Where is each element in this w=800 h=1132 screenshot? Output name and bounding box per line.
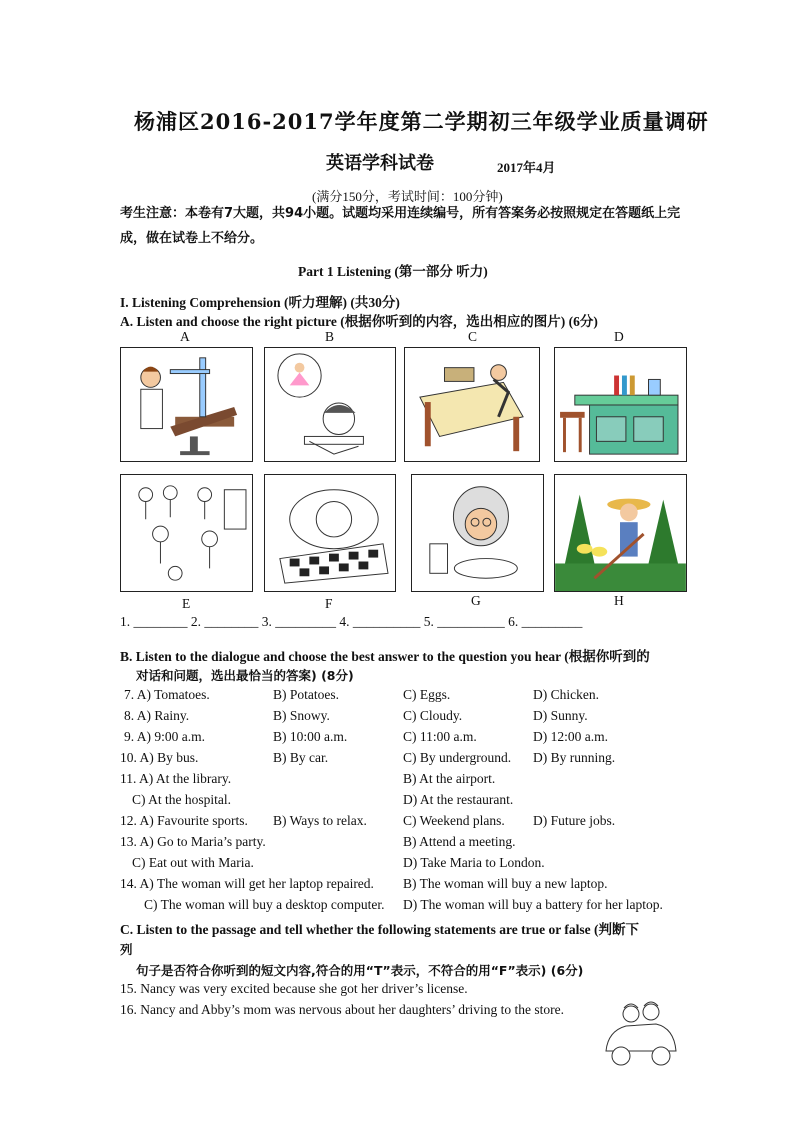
kitchen-icon (554, 347, 687, 462)
page-title: 杨浦区2016-2017学年度第二学期初三年级学业质量调研 (134, 109, 709, 134)
sectionB-title-line2: 对话和问题，选出最恰当的答案) (8分) (136, 668, 354, 683)
q13-d: D) Take Maria to London. (403, 855, 545, 870)
picture-letter-b: B (325, 329, 335, 344)
sectionC-title-line2: 列 (120, 942, 133, 957)
mother-cooking-icon (411, 474, 544, 592)
q9-a: 9. A) 9:00 a.m. (124, 729, 205, 744)
picture-letter-a: A (180, 329, 190, 344)
q13-a: 13. A) Go to Maria’s party. (120, 834, 266, 849)
q11-a: 11. A) At the library. (120, 771, 232, 786)
answer-blanks: 1. ________ 2. ________ 3. _________ 4. __________ 5. __________ 6. _________ (120, 614, 583, 629)
picture-letter-d: D (614, 329, 624, 344)
part1-title: Part 1 Listening (第一部分 听力) (298, 264, 488, 279)
q14-c: C) The woman will buy a desktop computer. (144, 897, 385, 912)
picture-letter-e: E (182, 596, 191, 611)
exam-notice: 考生注意：本卷有7大题，共94小题。试题均采用连续编号，所有答案务必按照规定在答题纸上完成，做在试卷上不给分。 (120, 206, 681, 246)
q14-d: D) The woman will buy a battery for her laptop. (403, 897, 663, 912)
q14-a: 14. A) The woman will get her laptop repaired. (120, 876, 374, 891)
sick-boy-icon (264, 474, 396, 592)
q12-b: B) Ways to relax. (273, 813, 367, 828)
q9-b: B) 10:00 a.m. (273, 729, 348, 744)
picture-letter-h: H (614, 593, 624, 608)
exam-date: 2017年4月 (497, 160, 556, 175)
boy-making-bed-icon (404, 347, 540, 462)
picture-letter-f: F (325, 596, 333, 611)
q8-a: 8. A) Rainy. (124, 708, 190, 723)
q11-b: B) At the airport. (403, 771, 496, 786)
q10-d: D) By running. (533, 750, 616, 765)
sectionA-title: A. Listen and choose the right picture (根据你听到的内容，选出相应的图片) (6分) (120, 314, 598, 329)
q12-a: 12. A) Favourite sports. (120, 813, 248, 828)
q10-c: C) By underground. (403, 750, 512, 765)
q7-a: 7. A) Tomatoes. (124, 687, 210, 702)
girl-dreaming-icon (264, 347, 396, 462)
dentist-icon (120, 347, 253, 462)
q12-c: C) Weekend plans. (403, 813, 505, 828)
car-cartoon-icon (596, 996, 682, 1076)
exam-info: (满分150分，考试时间：100分钟) (312, 189, 503, 204)
q11-c: C) At the hospital. (132, 792, 231, 807)
q8-d: D) Sunny. (533, 708, 588, 723)
picture-letter-c: C (468, 329, 478, 344)
q12-d: D) Future jobs. (533, 813, 616, 828)
q16-statement: 16. Nancy and Abby’s mom was nervous about her daughters’ driving to the store. (120, 1002, 565, 1017)
q13-b: B) Attend a meeting. (403, 834, 516, 849)
q10-a: 10. A) By bus. (120, 750, 199, 765)
q8-c: C) Cloudy. (403, 708, 463, 723)
q7-d: D) Chicken. (533, 687, 599, 702)
q15-statement: 15. Nancy was very excited because she got her driver’s license. (120, 981, 468, 996)
q10-b: B) By car. (273, 750, 329, 765)
q13-c: C) Eat out with Maria. (132, 855, 254, 870)
farm-girl-icon (554, 474, 687, 592)
children-playing-icon (120, 474, 253, 592)
section1-title: I. Listening Comprehension (听力理解) (共30分) (120, 295, 400, 310)
q8-b: B) Snowy. (273, 708, 330, 723)
q9-c: C) 11:00 a.m. (403, 729, 477, 744)
q7-b: B) Potatoes. (273, 687, 339, 702)
q14-b: B) The woman will buy a new laptop. (403, 876, 608, 891)
picture-letter-g: G (471, 593, 481, 608)
sectionC-title-line3: 句子是否符合你听到的短文内容,符合的用“T”表示，不符合的用“F”表示) (6分) (136, 963, 584, 978)
q9-d: D) 12:00 a.m. (533, 729, 608, 744)
sectionB-title-line1: B. Listen to the dialogue and choose the best answer to the question you hear (根据你听到的 (120, 649, 650, 664)
q11-d: D) At the restaurant. (403, 792, 514, 807)
sectionC-title-line1: C. Listen to the passage and tell whether the following statements are true or false (判断下 (120, 922, 639, 937)
q7-c: C) Eggs. (403, 687, 451, 702)
page-subtitle: 英语学科试卷 (326, 153, 434, 174)
